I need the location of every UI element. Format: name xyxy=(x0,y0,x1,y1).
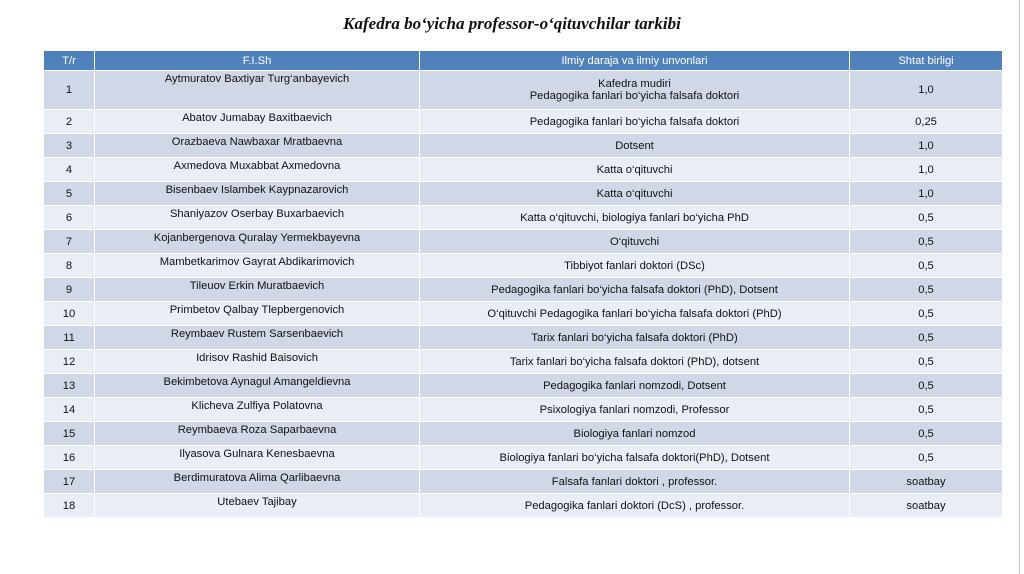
staff-full-name: Tileuov Erkin Muratbaevich xyxy=(95,278,420,302)
staff-rate: 1,0 xyxy=(850,182,1003,206)
table-row xyxy=(44,470,1003,494)
staff-full-name: Utebaev Tajibay xyxy=(95,494,420,518)
degree-line: Tarix fanlari bo‘yicha falsafa doktori (PhD) xyxy=(531,331,738,344)
row-number: 6 xyxy=(44,206,95,230)
degree-line: O‘qituvchi xyxy=(609,235,660,248)
staff-rate: 0,5 xyxy=(850,326,1003,350)
staff-rate: soatbay xyxy=(850,470,1003,494)
table-body xyxy=(44,71,1003,518)
staff-rate: 0,5 xyxy=(850,254,1003,278)
academic-degree xyxy=(420,446,850,470)
staff-full-name: Klicheva Zulfiya Polatovna xyxy=(95,398,420,422)
row-number: 11 xyxy=(44,326,95,350)
staff-rate: 1,0 xyxy=(850,134,1003,158)
academic-degree xyxy=(420,206,850,230)
staff-rate: 1,0 xyxy=(850,71,1003,110)
row-number: 12 xyxy=(44,350,95,374)
staff-rate: 0,5 xyxy=(850,302,1003,326)
column-header-staff-rate: Shtat birligi xyxy=(850,51,1003,71)
academic-degree xyxy=(420,110,850,134)
staff-rate: 0,5 xyxy=(850,422,1003,446)
staff-full-name: Ilyasova Gulnara Kenesbaevna xyxy=(95,446,420,470)
degree-line: Pedagogika fanlari bo‘yicha falsafa doktori xyxy=(529,90,740,102)
table-row xyxy=(44,71,1003,110)
column-header-degree: Ilmiy daraja va ilmiy unvonlari xyxy=(420,51,850,71)
degree-line: Tarix fanlari bo‘yicha falsafa doktori (PhD), dotsent xyxy=(509,355,760,368)
page-title: Kafedra bo‘yicha professor-o‘qituvchilar tarkibi xyxy=(343,14,681,33)
staff-full-name: Shaniyazov Oserbay Buxarbaevich xyxy=(95,206,420,230)
row-number: 7 xyxy=(44,230,95,254)
column-header-number: T/r xyxy=(44,51,95,71)
table-row xyxy=(44,374,1003,398)
staff-full-name: Orazbaeva Nawbaxar Mratbaevna xyxy=(95,134,420,158)
academic-degree xyxy=(420,254,850,278)
degree-line: Katta o‘qituvchi xyxy=(596,163,673,176)
table-row xyxy=(44,158,1003,182)
academic-degree xyxy=(420,398,850,422)
table-row xyxy=(44,110,1003,134)
table-row xyxy=(44,230,1003,254)
degree-line: O‘qituvchi Pedagogika fanlari bo‘yicha falsafa doktori (PhD) xyxy=(487,307,782,320)
degree-line: Psixologiya fanlari nomzodi, Professor xyxy=(539,403,730,416)
staff-rate: 0,5 xyxy=(850,446,1003,470)
row-number: 2 xyxy=(44,110,95,134)
table-row xyxy=(44,494,1003,518)
staff-full-name: Idrisov Rashid Baisovich xyxy=(95,350,420,374)
staff-full-name: Bisenbaev Islambek Kaypnazarovich xyxy=(95,182,420,206)
academic-degree xyxy=(420,134,850,158)
staff-rate: soatbay xyxy=(850,494,1003,518)
row-number: 1 xyxy=(44,71,95,110)
table-row xyxy=(44,422,1003,446)
row-number: 14 xyxy=(44,398,95,422)
table-row xyxy=(44,446,1003,470)
degree-line: Katta o‘qituvchi xyxy=(596,187,673,200)
row-number: 15 xyxy=(44,422,95,446)
degree-line: Kafedra mudiri xyxy=(598,78,671,90)
row-number: 4 xyxy=(44,158,95,182)
staff-rate: 0,5 xyxy=(850,230,1003,254)
table-row xyxy=(44,302,1003,326)
staff-full-name: Axmedova Muxabbat Axmedovna xyxy=(95,158,420,182)
staff-rate: 0,5 xyxy=(850,374,1003,398)
row-number: 17 xyxy=(44,470,95,494)
staff-full-name: Reymbaeva Roza Saparbaevna xyxy=(95,422,420,446)
degree-line: Dotsent xyxy=(615,139,654,152)
staff-rate: 0,5 xyxy=(850,350,1003,374)
academic-degree xyxy=(420,182,850,206)
academic-degree xyxy=(420,422,850,446)
academic-degree xyxy=(420,374,850,398)
row-number: 9 xyxy=(44,278,95,302)
staff-full-name: Reymbaev Rustem Sarsenbaevich xyxy=(95,326,420,350)
staff-full-name: Abatov Jumabay Baxitbaevich xyxy=(95,110,420,134)
academic-degree xyxy=(420,326,850,350)
degree-line: Katta o‘qituvchi, biologiya fanlari bo‘yicha PhD xyxy=(520,211,749,224)
academic-degree xyxy=(420,230,850,254)
degree-line: Pedagogika fanlari nomzodi, Dotsent xyxy=(543,379,726,392)
row-number: 3 xyxy=(44,134,95,158)
staff-rate: 1,0 xyxy=(850,158,1003,182)
staff-rate: 0,5 xyxy=(850,206,1003,230)
staff-full-name: Berdimuratova Alima Qarlibaevna xyxy=(95,470,420,494)
degree-line: Tibbiyot fanlari doktori (DSc) xyxy=(564,259,705,272)
staff-full-name: Mambetkarimov Gayrat Abdikarimovich xyxy=(95,254,420,278)
staff-rate: 0,5 xyxy=(850,278,1003,302)
staff-full-name: Aytmuratov Baxtiyar Turg‘anbayevich xyxy=(95,71,420,110)
academic-degree xyxy=(420,278,850,302)
table-row xyxy=(44,278,1003,302)
academic-degree xyxy=(420,158,850,182)
row-number: 16 xyxy=(44,446,95,470)
staff-full-name: Primbetov Qalbay Tlepbergenovich xyxy=(95,302,420,326)
row-number: 18 xyxy=(44,494,95,518)
staff-table xyxy=(43,50,1003,518)
staff-rate: 0,25 xyxy=(850,110,1003,134)
degree-line: Biologiya fanlari nomzod xyxy=(573,427,696,440)
degree-line: Pedagogika fanlari bo‘yicha falsafa doktori (PhD), Dotsent xyxy=(491,283,778,296)
academic-degree xyxy=(420,302,850,326)
row-number: 5 xyxy=(44,182,95,206)
table-header-row xyxy=(44,51,1003,71)
table-row xyxy=(44,326,1003,350)
slide-edge-divider xyxy=(1019,0,1020,574)
academic-degree xyxy=(420,470,850,494)
staff-full-name: Bekimbetova Aynagul Amangeldievna xyxy=(95,374,420,398)
degree-line: Biologiya fanlari bo‘yicha falsafa doktori(PhD), Dotsent xyxy=(499,451,770,464)
staff-full-name: Kojanbergenova Quralay Yermekbayevna xyxy=(95,230,420,254)
column-header-full-name: F.I.Sh xyxy=(95,51,420,71)
degree-line: Pedagogika fanlari doktori (DcS) , professor. xyxy=(524,499,745,512)
staff-rate: 0,5 xyxy=(850,398,1003,422)
table-row xyxy=(44,254,1003,278)
table-row xyxy=(44,182,1003,206)
degree-line: Pedagogika fanlari bo‘yicha falsafa doktori xyxy=(529,115,740,128)
academic-degree xyxy=(420,350,850,374)
row-number: 10 xyxy=(44,302,95,326)
table-row xyxy=(44,206,1003,230)
row-number: 8 xyxy=(44,254,95,278)
table-row xyxy=(44,350,1003,374)
degree-line: Falsafa fanlari doktori , professor. xyxy=(551,475,718,488)
table-row xyxy=(44,398,1003,422)
academic-degree xyxy=(420,71,850,110)
table-row xyxy=(44,134,1003,158)
academic-degree xyxy=(420,494,850,518)
row-number: 13 xyxy=(44,374,95,398)
